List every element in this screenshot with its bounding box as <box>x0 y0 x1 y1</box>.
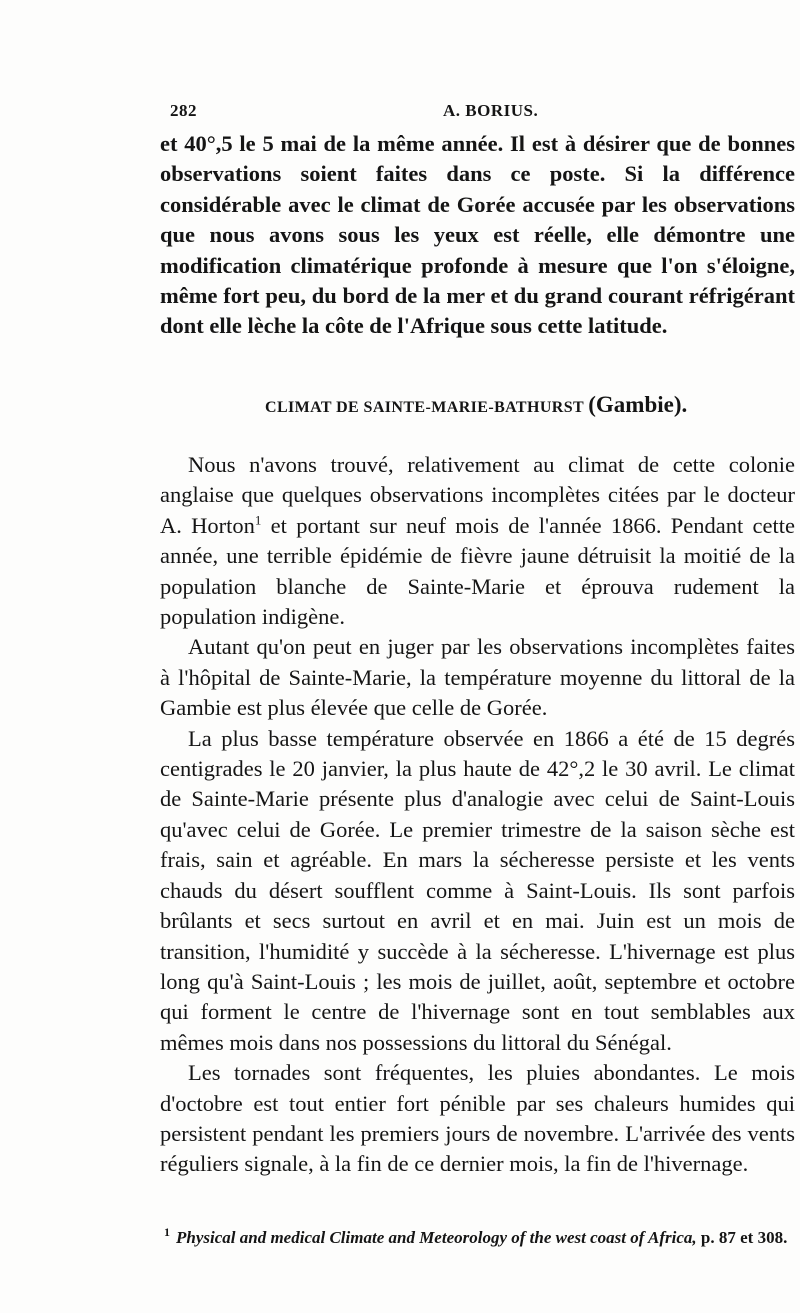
paragraph-2: Autant qu'on peut en juger par les observations incomplètes faites à l'hôpital de Sainte-Marie, la température moyenne du littoral de la Gambie est plus élevée que celle de Gorée. <box>160 634 795 721</box>
paragraph-4: Les tornades sont fréquentes, les pluies abondantes. Le mois d'octobre est tout entier fort pénible par ses chaleurs humides qui persistent pendant les premiers jours de novembre. L'arrivée des vents réguliers signale, à la fin de ce dernier mois, la fin de l'hivernage. <box>160 1060 795 1177</box>
section-heading-place: (Gambie). <box>588 392 688 417</box>
footnote <box>160 1225 795 1251</box>
running-head <box>170 101 780 125</box>
page-number: 282 <box>170 101 197 120</box>
intro-paragraph <box>160 129 795 342</box>
paragraph-1-text-start: Nous n'avons trouvé, relativement au climat de cette colonie anglaise que quelques observations incomplètes citées par le docteur A. Horton <box>160 452 795 538</box>
paragraph-1-text-end: et portant sur neuf mois de l'année 1866. Pendant cette année, une terrible épidémie de fièvre jaune détruisit la moitié de la population blanche de Sainte-Marie et éprouva rudement la population indigène. <box>160 512 795 630</box>
section-heading-title: CLIMAT DE SAINTE-MARIE-BATHURST <box>265 399 584 416</box>
paragraph-3: La plus basse température observée en 1866 a été de 15 degrés centigrades le 20 janvier, la plus haute de 42°,2 le 30 avril. Le climat de Sainte-Marie présente plus d'analogie avec celui de Saint-Louis qu'avec celui de Gorée. Le premier trimestre de la saison sèche est frais, sain et agréable. En mars la sécheresse persiste et les vents chauds du désert soufflent comme à Saint-Louis. Ils sont parfois brûlants et secs surtout en avril et en mai. Juin est un mois de transition, l'humidité y succède à la sécheresse. L'hivernage est plus long qu'à Saint-Louis ; les mois de juillet, août, septembre et octobre qui forment le centre de l'hivernage sont en tout semblables aux mêmes mois dans nos possessions du littoral du Sénégal. <box>160 725 795 1055</box>
footnote-number: 1 <box>164 1225 170 1240</box>
intro-paragraph-text: et 40°,5 le 5 mai de la même année. Il est à désirer que de bonnes observations soient faites dans ce poste. Si la différence considérable avec le climat de Gorée accusée par les observations que nous avons sous les yeux est réelle, elle démontre une modification climatérique profonde à mesure que l'on s'éloigne, même fort peu, du bord de la mer et du grand courant réfrigérant dont elle lèche la côte de l'Afrique sous cette latitude. <box>160 131 795 339</box>
running-head-author: A. BORIUS. <box>443 101 539 120</box>
footnote-reference: 1 <box>254 512 262 528</box>
paragraph-1 <box>160 450 795 632</box>
footnote-pages: p. 87 et 308. <box>700 1228 788 1247</box>
main-text <box>160 450 795 1180</box>
footnote-title: Physical and medical Climate and Meteorology of the west coast of Africa, <box>176 1228 697 1247</box>
section-heading <box>265 392 715 418</box>
